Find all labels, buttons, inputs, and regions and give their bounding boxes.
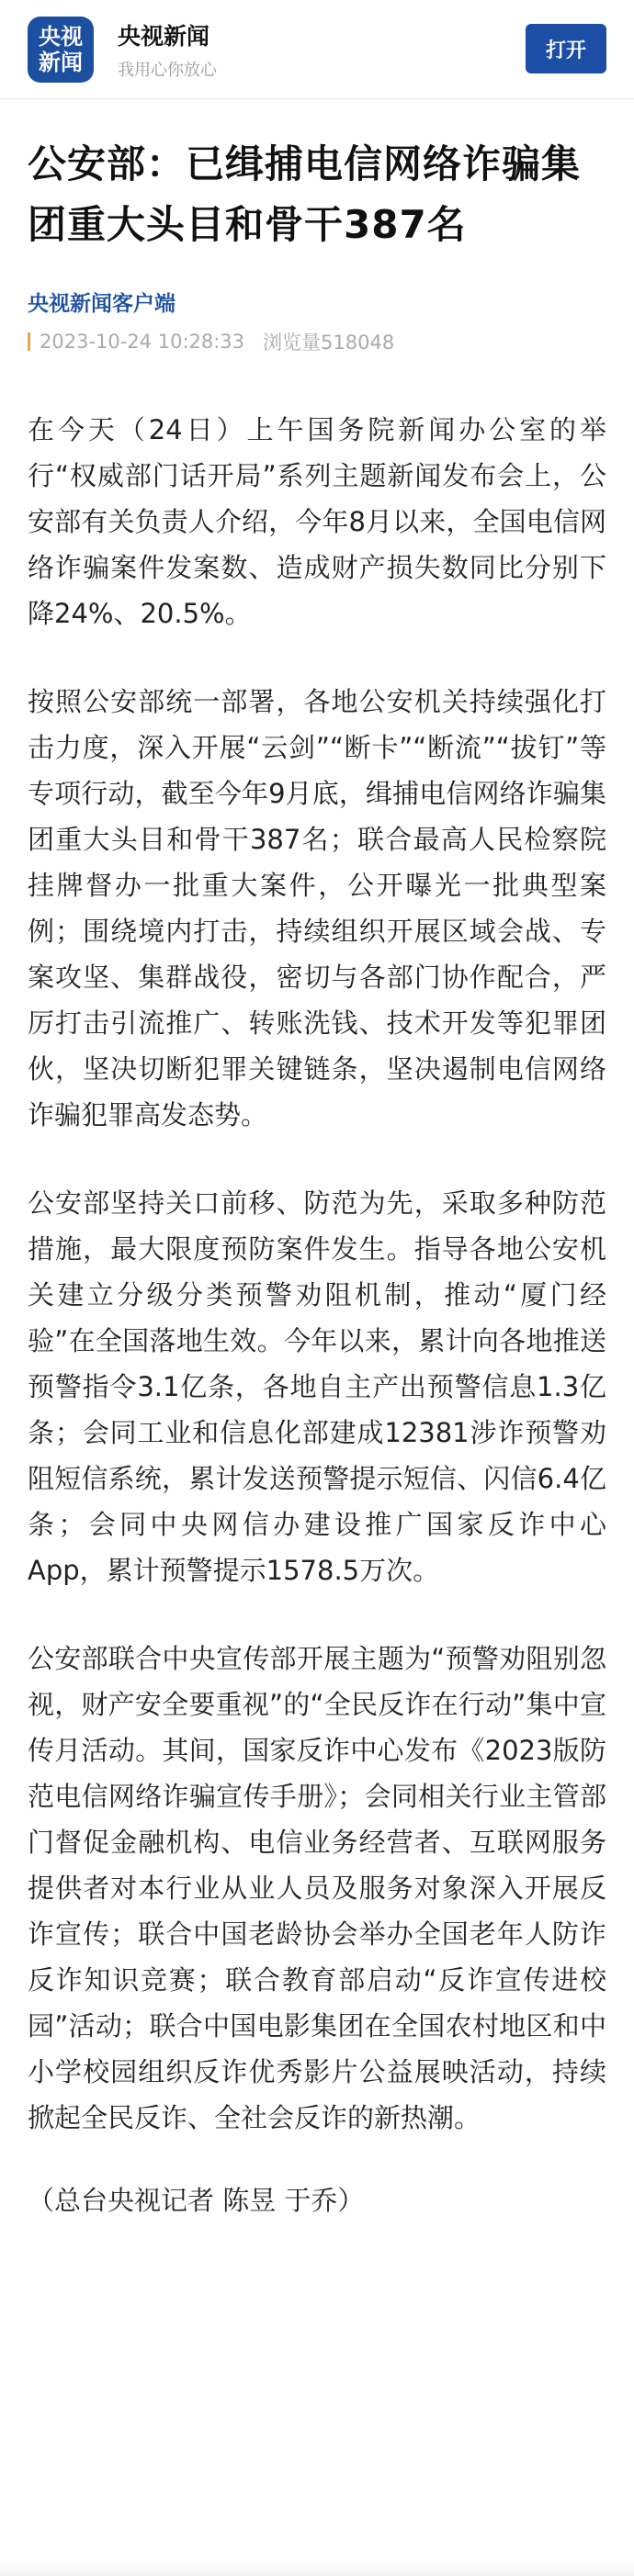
logo-text-line2: 新闻	[39, 49, 83, 75]
article-views: 浏览量518048	[263, 332, 395, 354]
logo-text-line1: 央视	[39, 23, 83, 50]
article-title: 公安部：已缉捕电信网络诈骗集团重大头目和骨干387名	[28, 141, 582, 247]
article-datetime: 2023-10-24 10:28:33	[40, 331, 245, 353]
article-paragraph: 公安部联合中央宣传部开展主题为“预警劝阻别忽视，财产安全要重视”的“全民反诈在行动”集中宣传月活动。其间，国家反诈中心发布《2023版防范电信网络诈骗宣传手册》；会同相关行业主管部门督促金融机构、电信业务经营者、互联网服务提供者对本行业从业人员及服务对象深入开展反诈宣传；联合中国老龄协会举办全国老年人防诈反诈知识竞赛；联合教育部启动“反诈宣传进校园”活动；联合中国电影集团在全国农村地区和中小学校园组织反诈优秀影片公益展映活动，持续掀起全民反诈、全社会反诈的新热潮。	[28, 1643, 606, 2133]
article	[0, 134, 634, 2223]
article-paragraph: 公安部坚持关口前移、防范为先，采取多种防范措施，最大限度预防案件发生。指导各地公安机关建立分级分类预警劝阻机制，推动“厦门经验”在全国落地生效。今年以来，累计向各地推送预警指令3.1亿条，各地自主产出预警信息1.3亿条；会同工业和信息化部建成12381涉诈预警劝阻短信系统，累计发送预警提示短信、闪信6.4亿条；会同中央网信办建设推广国家反诈中心App，累计预警提示1578.5万次。	[28, 1187, 606, 1586]
app-logo-icon	[28, 17, 94, 83]
bottom-edge	[0, 2562, 634, 2576]
article-byline: （总台央视记者 陈昱 于乔）	[28, 2185, 365, 2216]
app-info	[118, 18, 217, 81]
article-paragraph: 按照公安部统一部署，各地公安机关持续强化打击力度，深入开展“云剑”“断卡”“断流”“拔钉”等专项行动，截至今年9月底，缉捕电信网络诈骗集团重大头目和骨干387名；联合最高人民检察院挂牌督办一批重大案件，公开曝光一批典型案例；围绕境内打击，持续组织开展区域会战、专案攻坚、集群战役，密切与各部门协作配合，严厉打击引流推广、转账洗钱、技术开发等犯罪团伙，坚决切断犯罪关键链条，坚决遏制电信网络诈骗犯罪高发态势。	[28, 686, 606, 1131]
article-paragraph: 在今天（24日）上午国务院新闻办公室的举行“权威部门话开局”系列主题新闻发布会上，公安部有关负责人介绍，今年8月以来，全国电信网络诈骗案件发案数、造成财产损失数同比分别下降24%、20.5%。	[28, 414, 606, 629]
app-name: 央视新闻	[118, 22, 210, 50]
meta-accent-bar	[28, 332, 30, 351]
article-source[interactable]: 央视新闻客户端	[28, 292, 175, 316]
open-app-button[interactable]: 打开	[526, 24, 606, 73]
app-banner	[0, 0, 634, 99]
article-meta	[28, 328, 606, 355]
app-slogan: 我用心你放心	[118, 60, 217, 80]
